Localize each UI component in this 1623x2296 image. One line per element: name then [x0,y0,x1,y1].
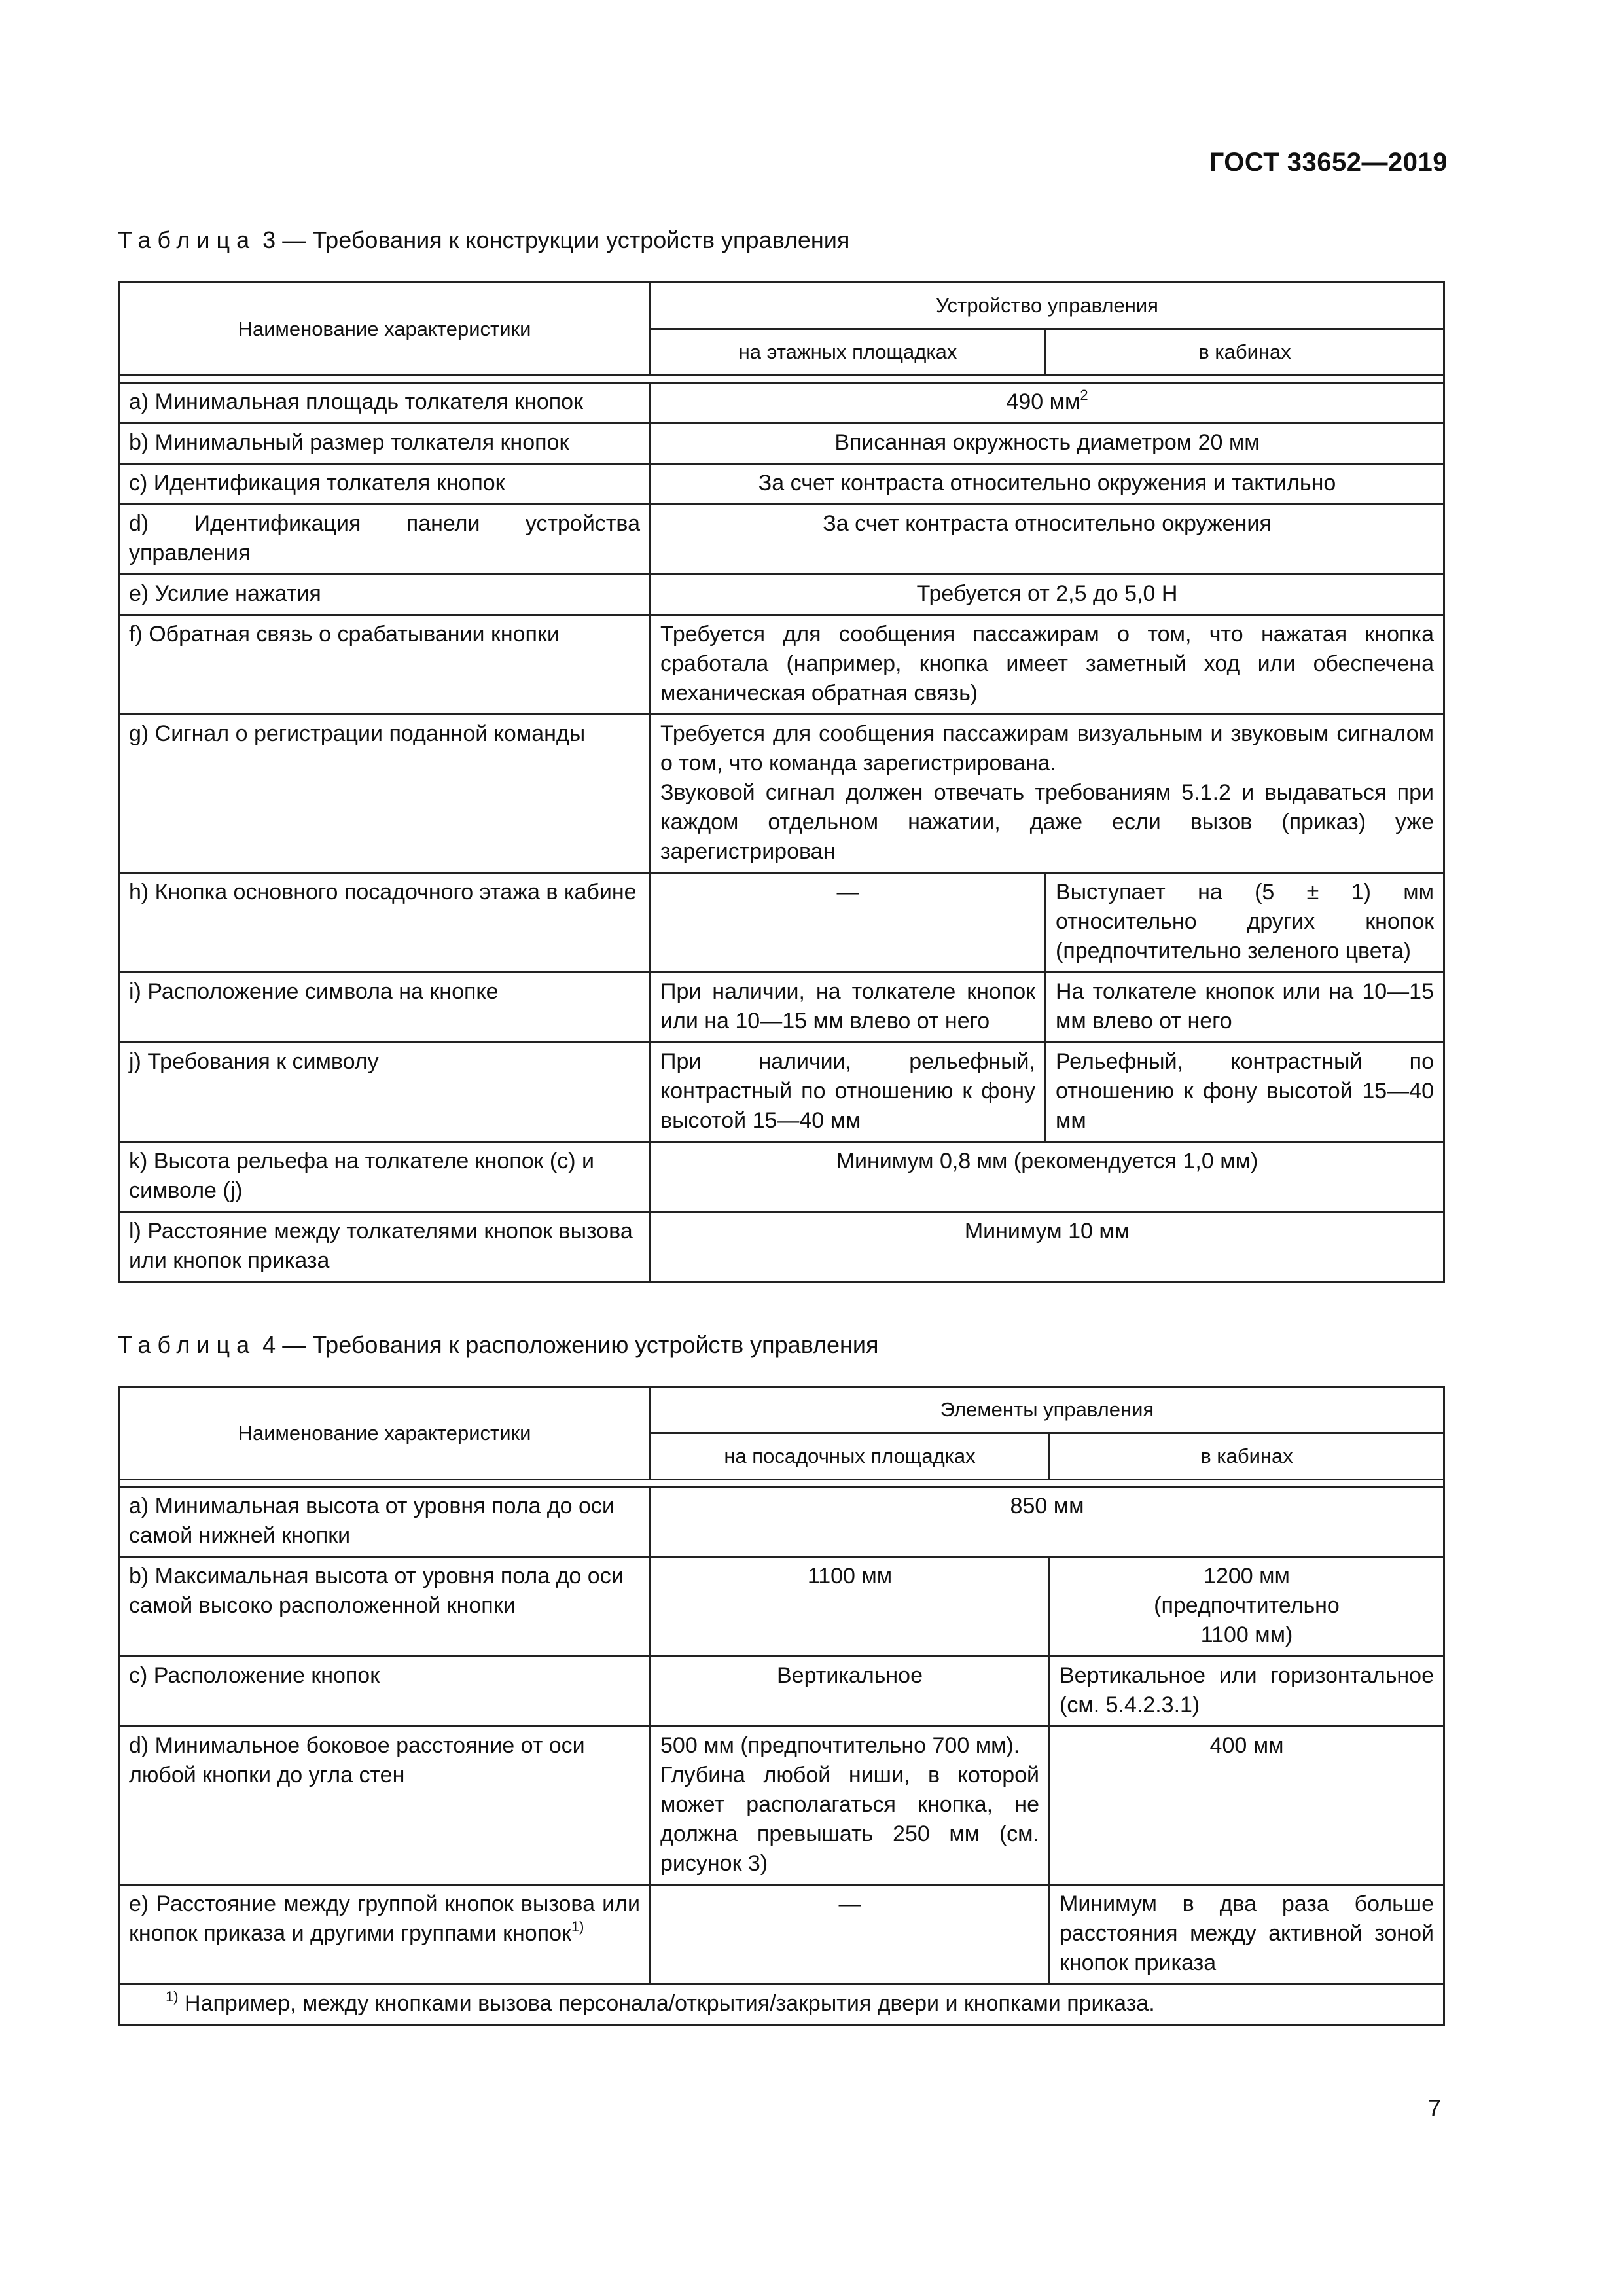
row-value: За счет контраста относительно окружения [651,505,1444,575]
caption-word: Таблица [118,226,257,253]
row-name: h) Кнопка основного посадочного этажа в кабине [119,873,651,973]
row-value: Минимум 0,8 мм (рекомендуется 1,0 мм) [651,1142,1444,1212]
column-header-floor: на этажных площадках [651,329,1046,376]
table-row [119,1487,1444,1557]
row-name: e) Расстояние между группой кнопок вызова или кнопок приказа и другими группами кнопок$^{1)}$ [119,1885,651,1984]
table-row [119,1885,1444,1984]
table-row [119,575,1444,615]
table-row [119,464,1444,505]
row-value: Вписанная окружность диаметром 20 мм [651,423,1444,464]
column-header-name: Наименование характеристики [119,1387,651,1480]
row-name: c) Расположение кнопок [119,1657,651,1727]
row-cabin-value: Рельефный, контрастный по отношению к фону высотой 15—40 мм [1046,1043,1444,1142]
row-name: c) Идентификация толкателя кнопок [119,464,651,505]
row-cabin-value: 1200 мм (предпочтительно 1100 мм) [1050,1557,1444,1657]
table3-caption [118,226,849,254]
row-floor-value: При наличии, рельефный, контрастный по отношению к фону высотой 15—40 мм [651,1043,1046,1142]
row-floor-value: 500 мм (предпочтительно 700 мм). Глубина любой ниши, в которой может располагаться кнопка, не должна превышать 250 мм (см. рисунок 3) [651,1727,1050,1885]
row-name: g) Сигнал о регистрации поданной команды [119,715,651,873]
table-row [119,873,1444,973]
table-row [119,1142,1444,1212]
table-row [119,1657,1444,1727]
column-header-cabin: в кабинах [1050,1433,1444,1480]
row-floor-value: — [651,1885,1050,1984]
footnote-row [119,1984,1444,2025]
caption-text: 4 — Требования к расположению устройств управления [262,1331,879,1358]
row-cabin-value: На толкателе кнопок или на 10—15 мм влево от него [1046,973,1444,1043]
row-name: b) Минимальный размер толкателя кнопок [119,423,651,464]
row-value: 490 $мм^2$ [651,383,1444,423]
row-floor-value: Вертикальное [651,1657,1050,1727]
row-floor-value: — [651,873,1046,973]
row-name: d) Идентификация панели устройства управления [119,505,651,575]
column-header-group: Устройство управления [651,283,1444,329]
row-floor-value: При наличии, на толкателе кнопок или на 10—15 мм влево от него [651,973,1046,1043]
table-row [119,1557,1444,1657]
table-row [119,383,1444,423]
table-row [119,715,1444,873]
page-number: 7 [1427,2094,1441,2121]
row-name: j) Требования к символу [119,1043,651,1142]
row-value: Требуется для сообщения пассажирам визуальным и звуковым сигналом о том, что команда зарегистрирована. Звуковой сигнал должен отвечать требованиям 5.1.2 и выдаваться при каждом отдельном нажатии, даже если вызов (приказ) уже зарегистрирован [651,715,1444,873]
row-name: k) Высота рельефа на толкателе кнопок (c) и символе (j) [119,1142,651,1212]
row-value: За счет контраста относительно окружения и тактильно [651,464,1444,505]
row-cabin-value: Выступает на (5 ± 1) мм относительно других кнопок (предпочтительно зеленого цвета) [1046,873,1444,973]
row-value: Требуется для сообщения пассажирам о том, что нажатая кнопка сработала (например, кнопка имеет заметный ход или обеспечена механическая обратная связь) [651,615,1444,715]
row-cabin-value: Вертикальное или горизонтальное (см. 5.4.2.3.1) [1050,1657,1444,1727]
column-header-group: Элементы управления [651,1387,1444,1433]
table4-caption [118,1331,879,1359]
row-name: e) Усилие нажатия [119,575,651,615]
row-name: i) Расположение символа на кнопке [119,973,651,1043]
table-row [119,423,1444,464]
table-row [119,505,1444,575]
table-row [119,1043,1444,1142]
row-value: 850 мм [651,1487,1444,1557]
row-name: a) Минимальная площадь толкателя кнопок [119,383,651,423]
table3 [118,281,1445,1283]
table-row [119,1727,1444,1885]
row-name: d) Минимальное боковое расстояние от оси любой кнопки до угла стен [119,1727,651,1885]
row-name: b) Максимальная высота от уровня пола до оси самой высоко расположенной кнопки [119,1557,651,1657]
caption-text: 3 — Требования к конструкции устройств управления [262,226,850,253]
row-cabin-value: 400 мм [1050,1727,1444,1885]
caption-word: Таблица [118,1331,257,1358]
standard-number: ГОСТ 33652—2019 [1209,148,1448,177]
row-name: a) Минимальная высота от уровня пола до оси самой нижней кнопки [119,1487,651,1557]
row-value: Минимум 10 мм [651,1212,1444,1282]
row-floor-value: 1100 мм [651,1557,1050,1657]
row-cabin-value: Минимум в два раза больше расстояния между активной зоной кнопок приказа [1050,1885,1444,1984]
column-header-floor: на посадочных площадках [651,1433,1050,1480]
row-value: Требуется от 2,5 до 5,0 Н [651,575,1444,615]
footnote: $^{1)}$ Например, между кнопками вызова персонала/открытия/закрытия двери и кнопками приказа. [119,1984,1444,2025]
table4 [118,1386,1445,2026]
row-name: l) Расстояние между толкателями кнопок вызова или кнопок приказа [119,1212,651,1282]
table-row [119,615,1444,715]
table-row [119,973,1444,1043]
column-header-cabin: в кабинах [1046,329,1444,376]
table-row [119,1212,1444,1282]
row-name: f) Обратная связь о срабатывании кнопки [119,615,651,715]
column-header-name: Наименование характеристики [119,283,651,376]
